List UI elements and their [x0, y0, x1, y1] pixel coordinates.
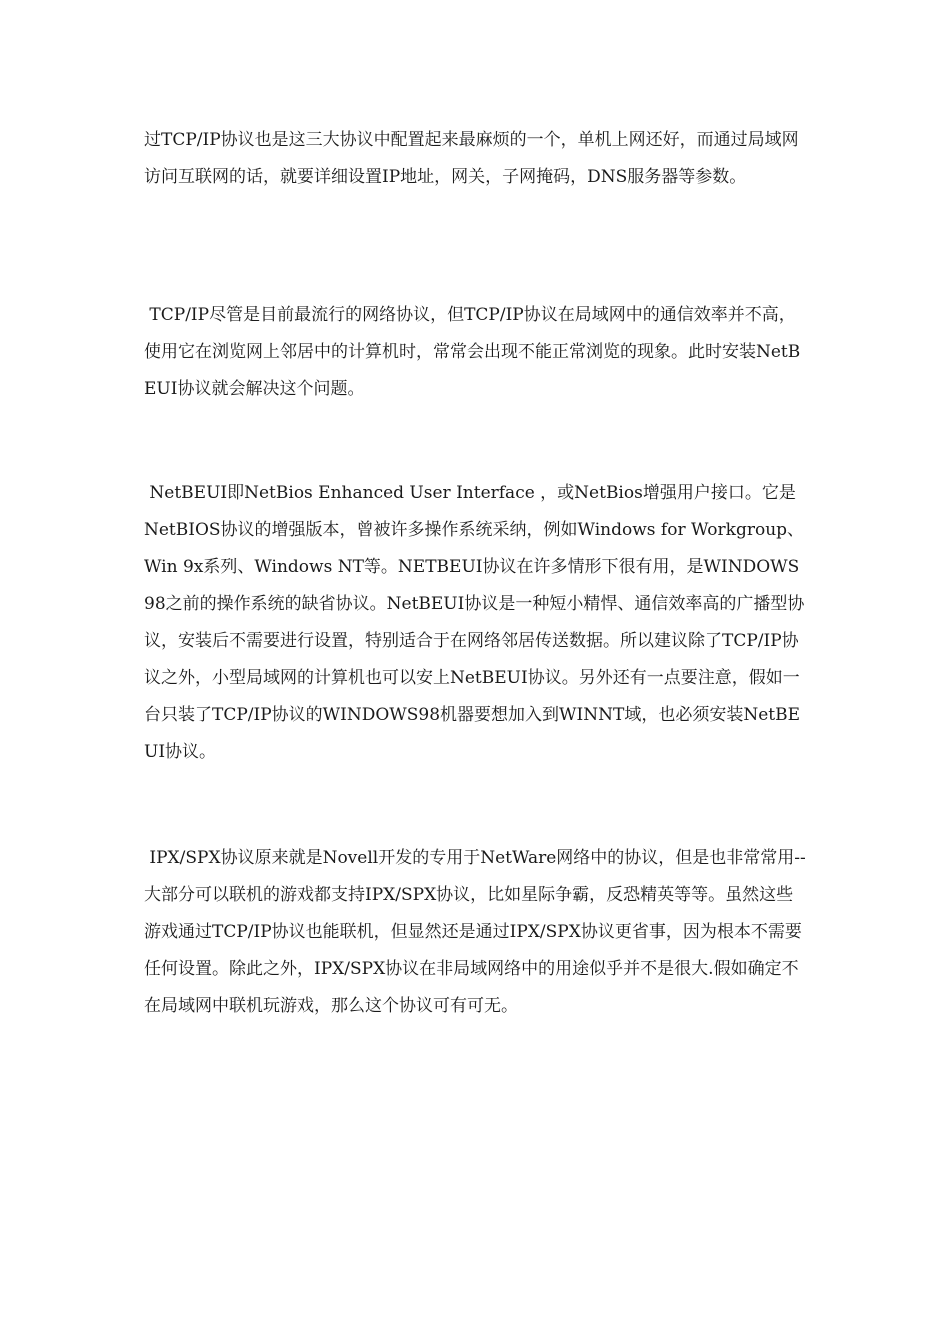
paragraph-tcpip-efficiency: TCP/IP尽管是目前最流行的网络协议，但TCP/IP协议在局域网中的通信效率并不高，使用它在浏览网上邻居中的计算机时，常常会出现不能正常浏览的现象。此时安装NetBEUI协议就会解决这个问题。 [144, 305, 801, 399]
paragraph-ipx-spx: IPX/SPX协议原来就是Novell开发的专用于NetWare网络中的协议，但是也非常常用--大部分可以联机的游戏都支持IPX/SPX协议，比如星际争霸，反恐精英等等。虽然这些游戏通过TCP/IP协议也能联机，但显然还是通过IPX/SPX协议更省事，因为根本不需要任何设置。除此之外，IPX/SPX协议在非局域网络中的用途似乎并不是很大.假如确定不在局域网中联机玩游戏，那么这个协议可有可无。 [144, 848, 806, 1016]
paragraph-tcpip-config: 过TCP/IP协议也是这三大协议中配置起来最麻烦的一个，单机上网还好，而通过局域网访问互联网的话，就要详细设置IP地址，网关，子网掩码，DNS服务器等参数。 [144, 130, 799, 187]
paragraph-netbeui: NetBEUI即NetBios Enhanced User Interface ，或NetBios增强用户接口。它是NetBIOS协议的增强版本，曾被许多操作系统采纳，例如Windows for Workgroup、Win 9x系列、Windows NT等。NETBEUI协议在许多情形下很有用，是WINDOWS98之前的操作系统的缺省协议。NetBEUI协议是一种短小精悍、通信效率高的广播型协议，安装后不需要进行设置，特别适合于在网络邻居传送数据。所以建议除了TCP/IP协议之外，小型局域网的计算机也可以安上NetBEUI协议。另外还有一点要注意，假如一台只装了TCP/IP协议的WINDOWS98机器要想加入到WINNT域，也必须安装NetBEUI协议。 [144, 483, 805, 762]
